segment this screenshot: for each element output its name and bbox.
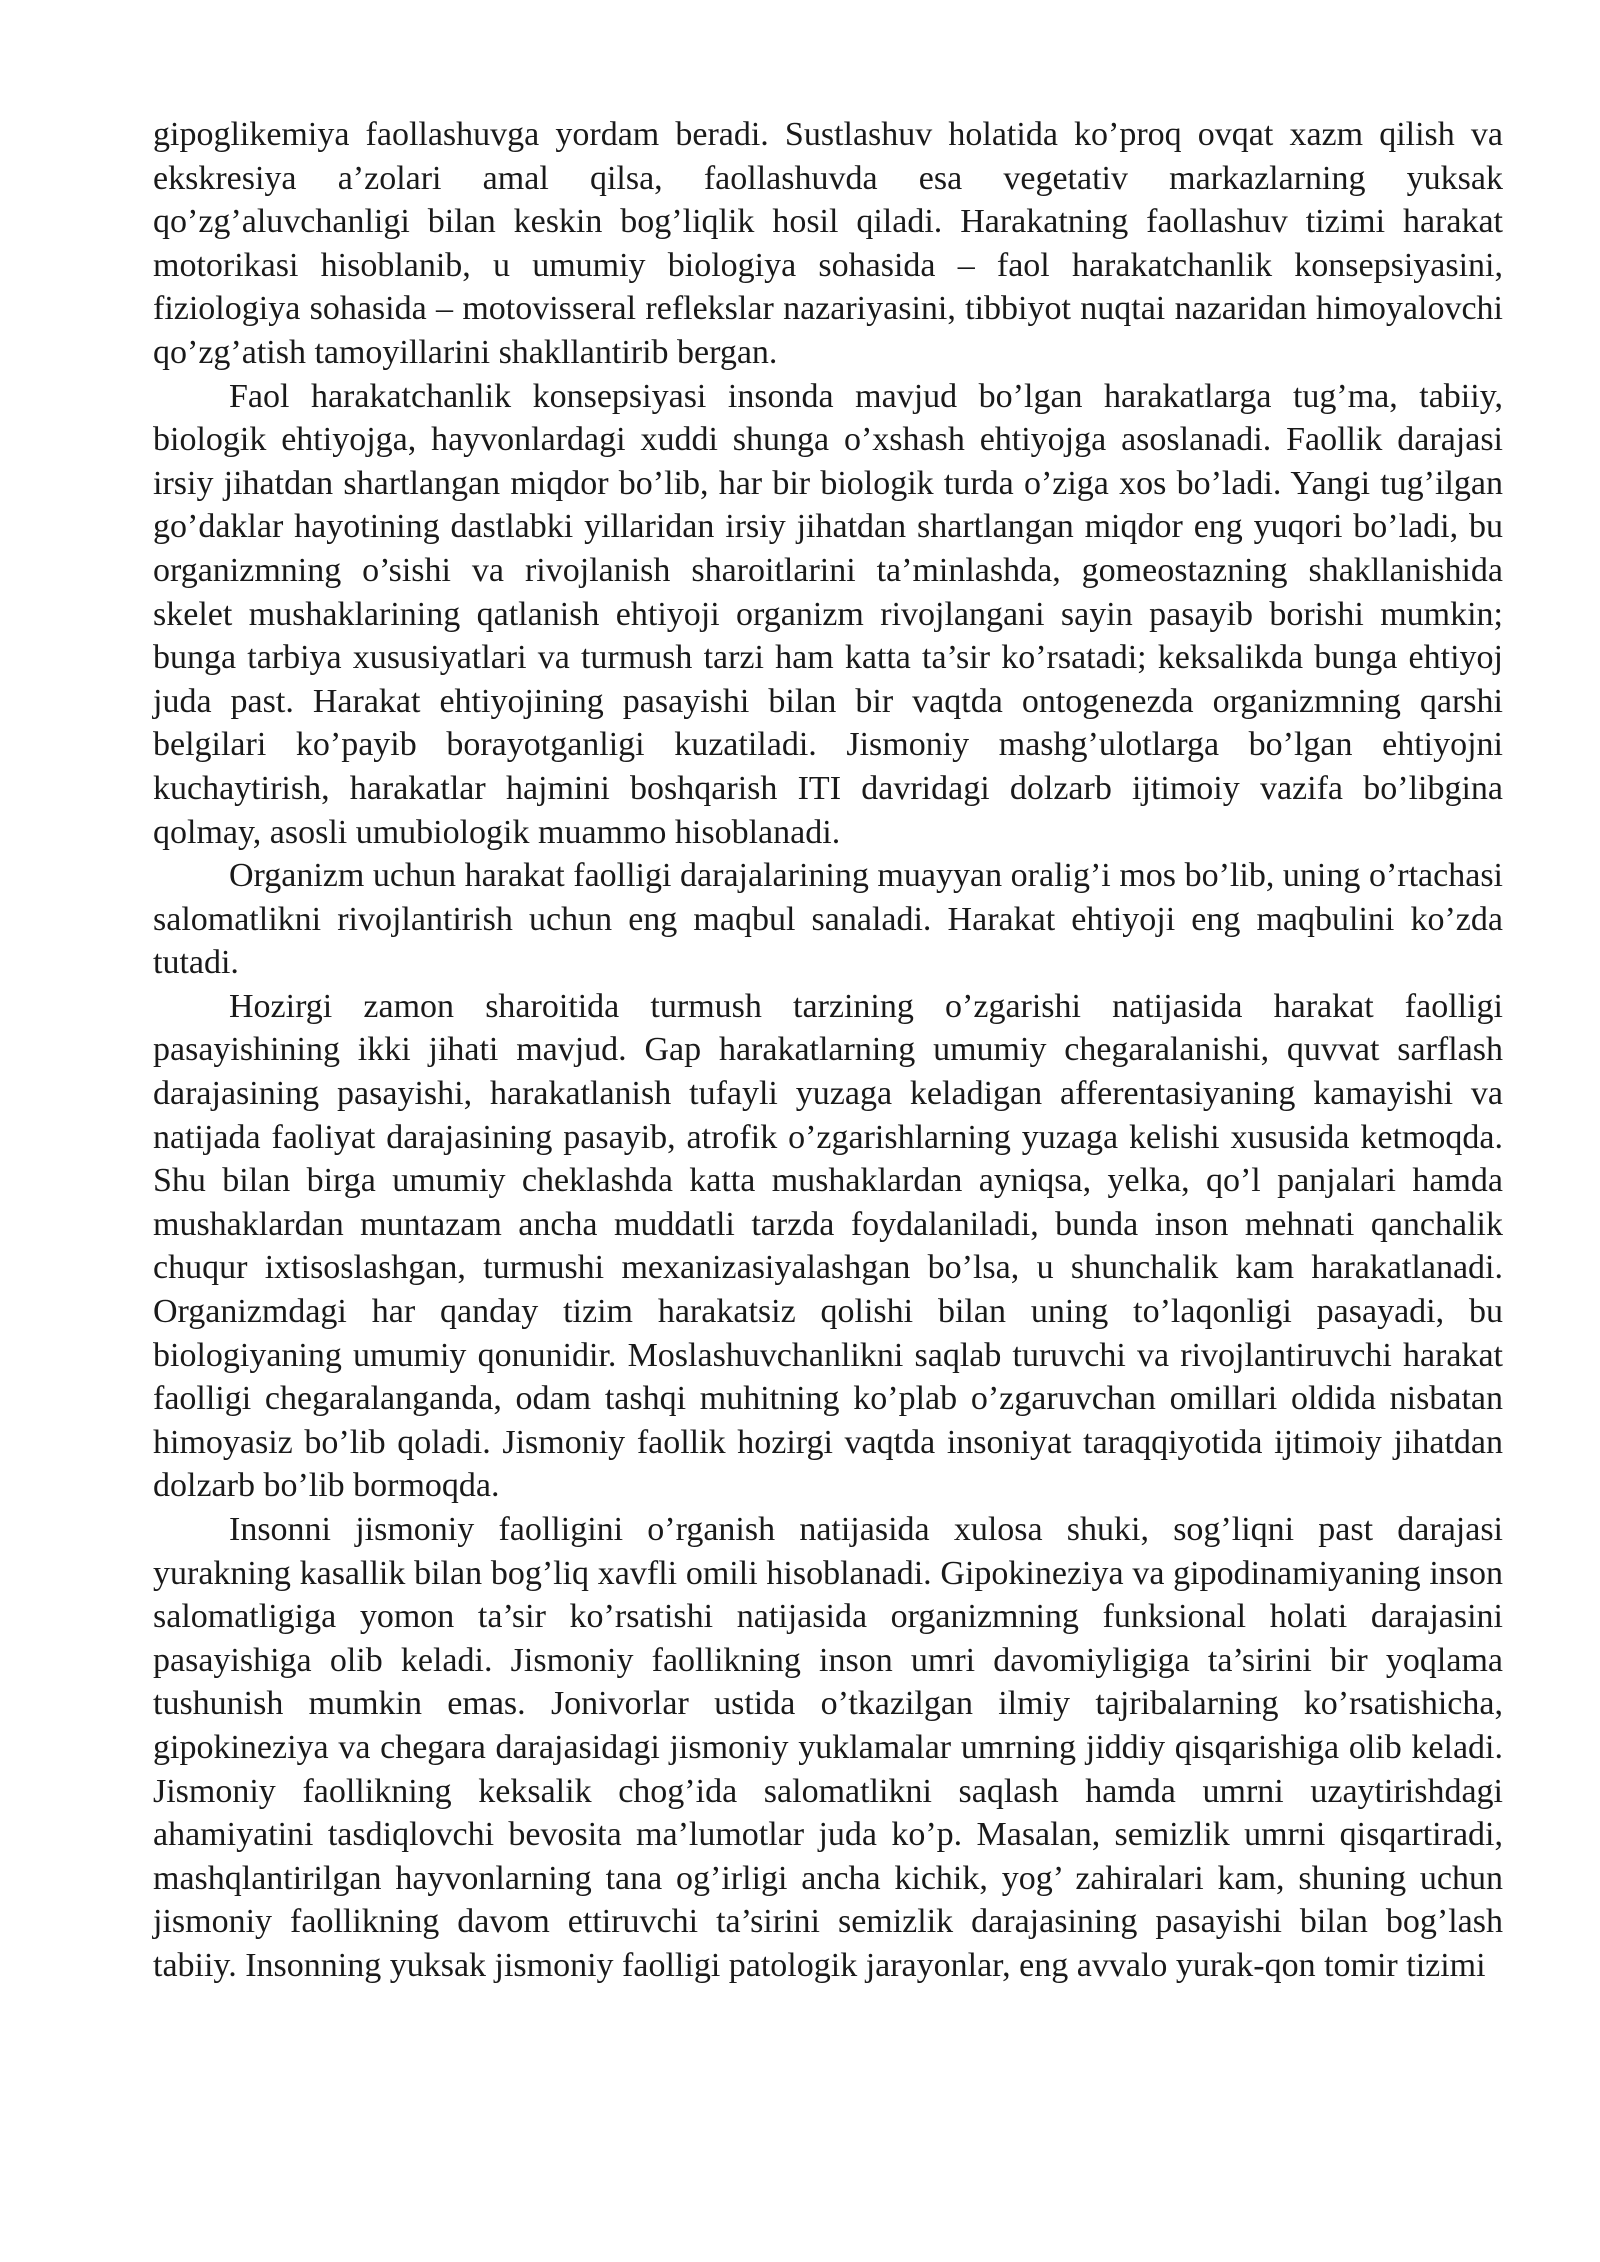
paragraph-2: Faol harakatchanlik konsepsiyasi insonda mavjud bo’lgan harakatlarga tug’ma, tabiiy, biologik ehtiyojga, hayvonlardagi xuddi shunga o’xshash ehtiyojga asoslanadi. Faollik darajasi irsiy jihatdan shartlangan miqdor bo’lib, har bir biologik turda o’ziga xos bo’ladi. Yangi tug’ilgan go’daklar hayotining dastlabki yillaridan irsiy jihatdan shartlangan miqdor eng yuqori bo’ladi, bu organizmning o’sishi va rivojlanish sharoitlarini ta’minlashda, gomeostazning shakllanishida skelet mushaklarining qatlanish ehtiyoji organizm rivojlangani sayin pasayib borishi mumkin; bunga tarbiya xususiyatlari va turmush tarzi ham katta ta’sir ko’rsatadi; keksalikda bunga ehtiyoj juda past. Harakat ehtiyojining pasayishi bilan bir vaqtda ontogenezda organizmning qarshi belgilari ko’payib borayotganligi kuzatiladi. Jismoniy mashg’ulotlarga bo’lgan ehtiyojni kuchaytirish, harakatlar hajmini boshqarish ITI davridagi dolzarb ijtimoiy vazifa bo’libgina qolmay, asosli umubiologik muammo hisoblanadi. — [153, 377, 1503, 851]
paragraph-1: gipoglikemiya faollashuvga yordam beradi. Sustlashuv holatida ko’proq ovqat xazm qilish va ekskresiya a’zolari amal qilsa, faollashuvda esa vegetativ markazlarning yuksak qo’zg’aluvchanligi bilan keskin bog’liqlik hosil qiladi. Harakatning faollashuv tizimi harakat motorikasi hisoblanib, u umumiy biologiya sohasida – faol harakatchanlik konsepsiyasini, fiziologiya sohasida – motovisseral reflekslar nazariyasini, tibbiyot nuqtai nazaridan himoyalovchi qo’zg’atish tamoyillarini shakllantirib bergan. — [153, 116, 1503, 371]
paragraph-5: Insonni jismoniy faolligini o’rganish natijasida xulosa shuki, sog’liqni past darajasi yurakning kasallik bilan bog’liq xavfli omili hisoblanadi. Gipokineziya va gipodinamiyaning inson salomatligiga yomon ta’sir ko’rsatishi natijasida organizmning funksional holati darajasini pasayishiga olib keladi. Jismoniy faollikning inson umri davomiyligiga ta’sirini bir yoqlama tushunish mumkin emas. Jonivorlar ustida o’tkazilgan ilmiy tajribalarning ko’rsatishicha, gipokineziya va chegara darajasidagi jismoniy yuklamalar umrning jiddiy qisqarishiga olib keladi. Jismoniy faollikning keksalik chog’ida salomatlikni saqlash hamda umrni uzaytirishdagi ahamiyatini tasdiqlovchi bevosita ma’lumotlar juda ko’p. Masalan, semizlik umrni qisqartiradi, mashqlantirilgan hayvonlarning tana og’irligi ancha kichik, yog’ zahiralari kam, shuning uchun jismoniy faollikning davom ettiruvchi ta’sirini semizlik darajasining pasayishi bilan bog’lash tabiiy. Insonning yuksak jismoniy faolligi patologik jarayonlar, eng avvalo yurak-qon tomir tizimi — [153, 1511, 1503, 1984]
document-page — [153, 113, 1503, 1988]
paragraph-4: Hozirgi zamon sharoitida turmush tarzining o’zgarishi natijasida harakat faolligi pasayishining ikki jihati mavjud. Gap harakatlarning umumiy chegaralanishi, quvvat sarflash darajasining pasayishi, harakatlanish tufayli yuzaga keladigan afferentasiyaning kamayishi va natijada faoliyat darajasining pasayib, atrofik o’zgarishlarning yuzaga kelishi xususida ketmoqda. Shu bilan birga umumiy cheklashda katta mushaklardan ayniqsa, yelka, qo’l panjalari hamda mushaklardan muntazam ancha muddatli tarzda foydalaniladi, bunda inson mehnati qanchalik chuqur ixtisoslashgan, turmushi mexanizasiyalashgan bo’lsa, u shunchalik kam harakatlanadi. Organizmdagi har qanday tizim harakatsiz qolishi bilan uning to’laqonligi pasayadi, bu biologiyaning umumiy qonunidir. Moslashuvchanlikni saqlab turuvchi va rivojlantiruvchi harakat faolligi chegaralanganda, odam tashqi muhitning ko’plab o’zgaruvchan omillari oldida nisbatan himoyasiz bo’lib qoladi. Jismoniy faollik hozirgi vaqtda insoniyat taraqqiyotida ijtimoiy jihatdan dolzarb bo’lib bormoqda. — [153, 987, 1503, 1505]
paragraph-3: Organizm uchun harakat faolligi darajalarining muayyan oralig’i mos bo’lib, uning o’rtachasi salomatlikni rivojlantirish uchun eng maqbul sanaladi. Harakat ehtiyoji eng maqbulini ko’zda tutadi. — [153, 857, 1503, 982]
